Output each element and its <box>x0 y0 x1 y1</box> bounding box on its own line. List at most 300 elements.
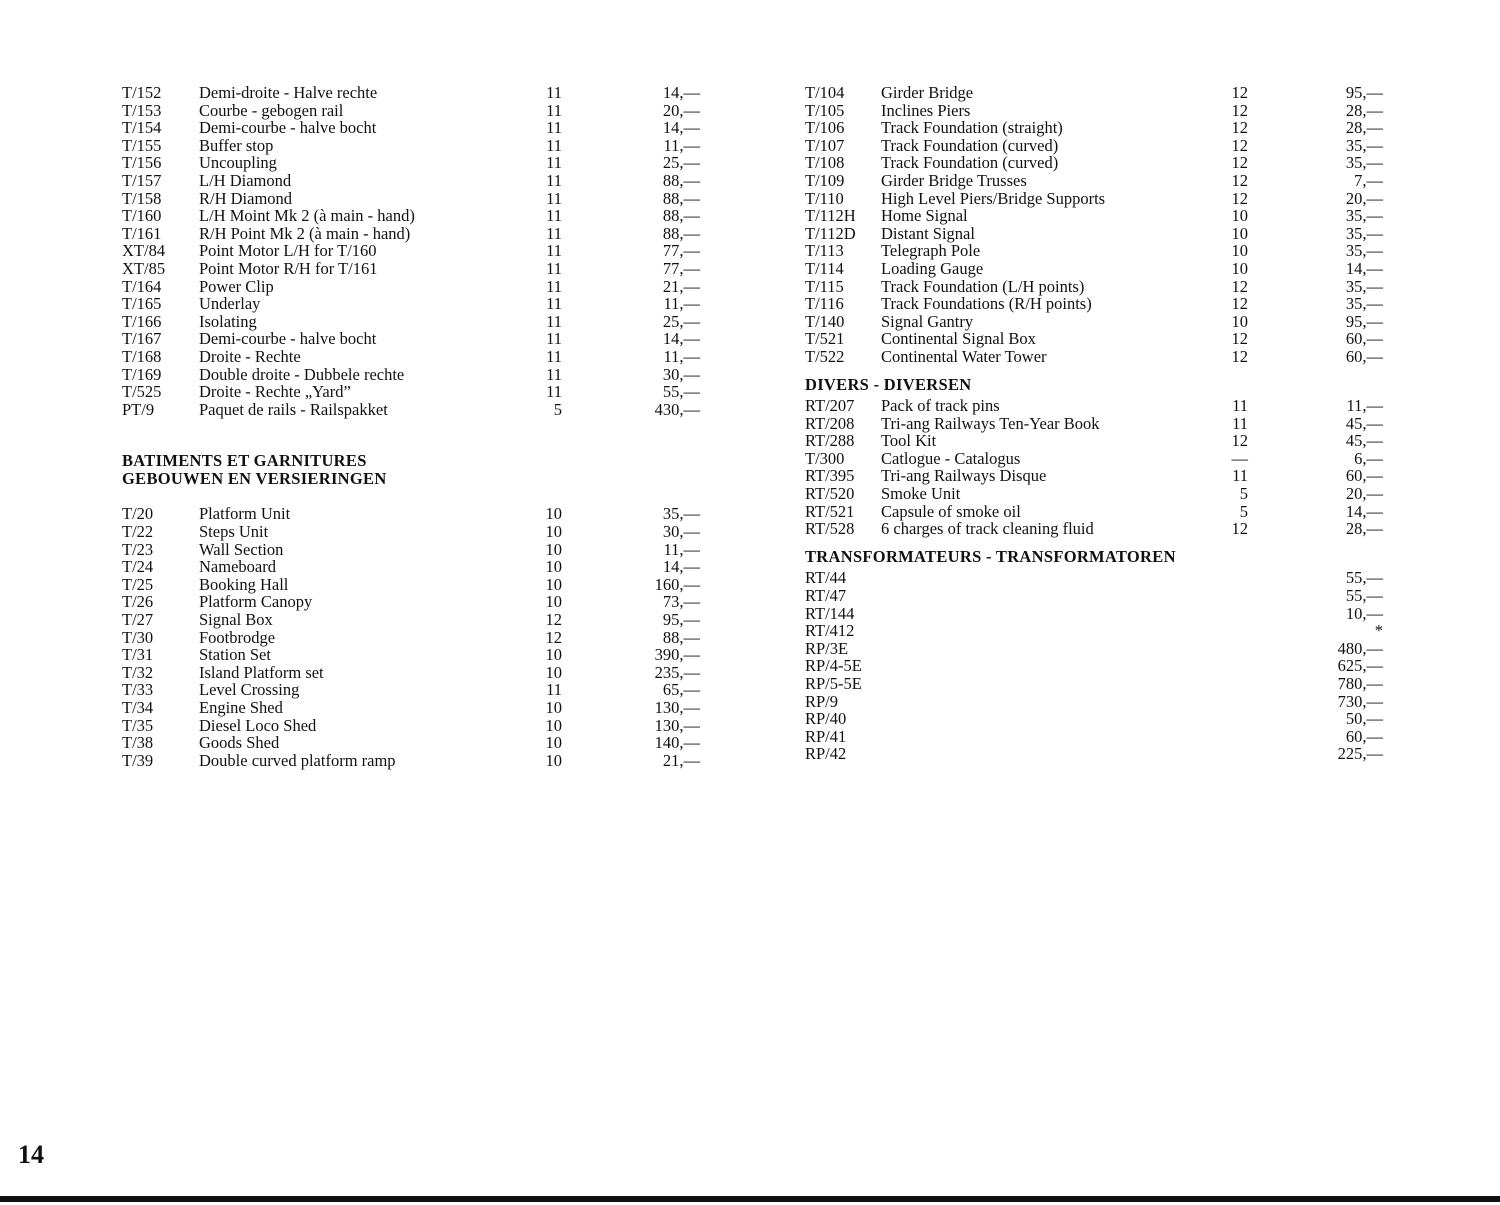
item-code: T/39 <box>122 750 154 770</box>
item-code: T/161 <box>122 223 162 243</box>
list-item <box>122 629 712 647</box>
list-item <box>122 646 712 664</box>
item-code: T/26 <box>122 592 154 612</box>
item-code: RT/207 <box>805 396 855 416</box>
list-item <box>122 348 712 366</box>
list-item <box>122 523 712 541</box>
list-item <box>805 154 1395 172</box>
item-price: 35,— <box>1345 153 1383 173</box>
item-price: 45,— <box>1345 431 1383 451</box>
item-qty: 10 <box>545 592 562 612</box>
item-desc: Diesel Loco Shed <box>199 715 317 735</box>
item-code: T/23 <box>122 539 154 559</box>
item-code: T/105 <box>805 100 845 120</box>
list-item <box>122 119 712 137</box>
item-code: T/27 <box>122 610 154 630</box>
item-qty: 12 <box>1231 153 1248 173</box>
item-code: T/106 <box>805 118 845 138</box>
list-item <box>122 734 712 752</box>
list-item <box>122 154 712 172</box>
item-code: T/22 <box>122 522 154 542</box>
item-code: T/300 <box>805 448 845 468</box>
item-code: T/164 <box>122 276 162 296</box>
list-item <box>805 313 1395 331</box>
item-price: 55,— <box>1345 568 1383 588</box>
item-code: T/109 <box>805 170 845 190</box>
list-item <box>122 137 712 155</box>
divers-list <box>805 397 1395 538</box>
item-desc: Tri-ang Railways Disque <box>881 466 1047 486</box>
item-price: 20,— <box>1345 188 1383 208</box>
item-qty: 10 <box>545 733 562 753</box>
item-code: T/169 <box>122 364 162 384</box>
item-price: 21,— <box>662 750 700 770</box>
list-item <box>122 84 712 102</box>
item-price: 20,— <box>662 100 700 120</box>
transformers-heading: TRANSFORMATEURS - TRANSFORMATOREN <box>805 546 1176 566</box>
item-price: 480,— <box>1337 638 1383 658</box>
buildings-heading-line-2: GEBOUWEN EN VERSIERINGEN <box>122 468 387 488</box>
item-price: 14,— <box>662 83 700 102</box>
item-price: 28,— <box>1345 118 1383 138</box>
list-item <box>805 728 1395 746</box>
item-code: T/110 <box>805 188 844 208</box>
buildings-heading-line-1: BATIMENTS ET GARNITURES <box>122 451 367 471</box>
item-price: 55,— <box>1345 586 1383 606</box>
item-qty: 11 <box>546 382 562 402</box>
list-item <box>805 503 1395 521</box>
item-desc: Track Foundation (L/H points) <box>881 276 1085 296</box>
list-item <box>805 190 1395 208</box>
item-code: T/34 <box>122 698 154 717</box>
list-item <box>805 657 1395 675</box>
item-desc: Power Clip <box>199 276 274 296</box>
item-desc: Courbe - gebogen rail <box>199 100 344 120</box>
item-qty: 10 <box>545 574 562 594</box>
item-desc: Track Foundations (R/H points) <box>881 294 1092 314</box>
item-price: 35,— <box>1345 241 1383 261</box>
list-item <box>122 664 712 682</box>
item-code: T/158 <box>122 188 162 208</box>
item-code: RP/40 <box>805 709 847 729</box>
item-code: RT/412 <box>805 621 855 641</box>
item-code: T/104 <box>805 83 845 102</box>
item-desc: Home Signal <box>881 206 968 226</box>
item-desc: Wall Section <box>199 539 284 559</box>
item-price: 390,— <box>654 645 700 665</box>
item-price: 730,— <box>1337 691 1383 711</box>
item-code: RT/520 <box>805 484 855 504</box>
item-code: RT/288 <box>805 431 855 451</box>
item-code: RT/47 <box>805 586 847 606</box>
item-code: T/154 <box>122 118 162 138</box>
item-desc: Engine Shed <box>199 698 283 717</box>
item-desc: Platform Canopy <box>199 592 313 612</box>
item-desc: Platform Unit <box>199 504 291 524</box>
item-code: T/522 <box>805 346 845 366</box>
list-item <box>805 605 1395 623</box>
item-price: 35,— <box>1345 276 1383 296</box>
list-item <box>805 330 1395 348</box>
item-price: 625,— <box>1337 656 1383 676</box>
item-qty: 10 <box>545 698 562 717</box>
item-price: 7,— <box>1354 170 1383 190</box>
track-parts-list <box>122 84 712 418</box>
item-desc: L/H Moint Mk 2 (à main - hand) <box>199 206 415 226</box>
item-price: 21,— <box>662 276 700 296</box>
item-desc: Pack of track pins <box>881 396 1000 416</box>
item-desc: Double curved platform ramp <box>199 750 396 770</box>
item-code: T/168 <box>122 346 162 366</box>
list-item <box>122 207 712 225</box>
list-item <box>122 541 712 559</box>
item-qty: 12 <box>1231 100 1248 120</box>
item-qty: 12 <box>545 627 562 647</box>
item-qty: 12 <box>545 610 562 630</box>
item-price: 14,— <box>1345 258 1383 278</box>
item-qty: 5 <box>1239 501 1248 521</box>
item-price: 35,— <box>662 504 700 524</box>
item-code: T/30 <box>122 627 154 647</box>
item-desc: Continental Water Tower <box>881 346 1047 366</box>
item-desc: Island Platform set <box>199 662 324 682</box>
item-code: T/525 <box>122 382 162 402</box>
item-price: 88,— <box>662 627 700 647</box>
list-item <box>805 485 1395 503</box>
item-qty: 5 <box>1239 484 1248 504</box>
item-code: T/108 <box>805 153 845 173</box>
item-qty: 10 <box>1231 206 1248 226</box>
list-item <box>805 137 1395 155</box>
item-qty: 11 <box>546 241 562 261</box>
item-qty: 11 <box>546 223 562 243</box>
item-price: 130,— <box>654 698 700 717</box>
item-desc: Tri-ang Railways Ten-Year Book <box>881 413 1100 433</box>
divers-heading: DIVERS - DIVERSEN <box>805 374 972 394</box>
item-desc: Track Foundation (curved) <box>881 135 1059 155</box>
item-code: T/112H <box>805 206 856 226</box>
list-item <box>122 611 712 629</box>
list-item <box>805 207 1395 225</box>
item-code: T/31 <box>122 645 154 665</box>
item-qty: 10 <box>545 557 562 577</box>
item-qty: 10 <box>545 504 562 524</box>
item-code: T/167 <box>122 329 162 349</box>
item-qty: 10 <box>545 662 562 682</box>
item-code: T/165 <box>122 294 162 314</box>
list-item <box>805 569 1395 587</box>
item-desc: Level Crossing <box>199 680 300 700</box>
item-desc: Signal Gantry <box>881 311 974 331</box>
list-item <box>805 432 1395 450</box>
item-price: 35,— <box>1345 135 1383 155</box>
item-code: T/157 <box>122 170 162 190</box>
item-code: T/33 <box>122 680 154 700</box>
item-desc: Inclines Piers <box>881 100 971 120</box>
item-price: 95,— <box>1345 83 1383 102</box>
list-item <box>805 102 1395 120</box>
item-price: 430,— <box>654 399 700 419</box>
item-qty: 12 <box>1231 83 1248 102</box>
item-qty: 12 <box>1231 431 1248 451</box>
list-item <box>805 278 1395 296</box>
item-qty: 10 <box>545 715 562 735</box>
list-item <box>122 505 712 523</box>
list-item <box>122 330 712 348</box>
item-qty: 12 <box>1231 118 1248 138</box>
item-desc: Distant Signal <box>881 223 975 243</box>
item-desc: Double droite - Dubbele rechte <box>199 364 405 384</box>
list-item <box>122 593 712 611</box>
item-qty: 11 <box>1232 466 1248 486</box>
item-qty: 10 <box>545 522 562 542</box>
item-qty: 11 <box>1232 396 1248 416</box>
item-desc: R/H Diamond <box>199 188 293 208</box>
item-desc: Booking Hall <box>199 574 289 594</box>
item-desc: Girder Bridge <box>881 83 974 102</box>
item-price: 14,— <box>1345 501 1383 521</box>
item-qty: 10 <box>545 539 562 559</box>
item-desc: Buffer stop <box>199 135 274 155</box>
list-item <box>805 622 1395 640</box>
item-qty: — <box>1231 448 1248 468</box>
item-code: RP/41 <box>805 726 847 746</box>
list-item <box>122 699 712 717</box>
item-code: T/152 <box>122 83 162 102</box>
item-qty: 12 <box>1231 329 1248 349</box>
right-column <box>805 84 1395 763</box>
item-qty: 10 <box>1231 311 1248 331</box>
accessories-list <box>805 84 1395 366</box>
item-code: T/114 <box>805 258 844 278</box>
item-price: 95,— <box>1345 311 1383 331</box>
item-price: 11,— <box>663 346 700 366</box>
item-price: 60,— <box>1345 329 1383 349</box>
item-qty: 11 <box>546 346 562 366</box>
list-item <box>805 450 1395 468</box>
item-qty: 10 <box>1231 241 1248 261</box>
item-price: 95,— <box>662 610 700 630</box>
item-price: 30,— <box>662 364 700 384</box>
item-code: RP/4-5E <box>805 656 862 676</box>
item-code: T/155 <box>122 135 162 155</box>
item-desc: Demi-courbe - halve bocht <box>199 118 377 138</box>
item-desc: Telegraph Pole <box>881 241 981 261</box>
item-code: RT/44 <box>805 568 847 588</box>
item-qty: 11 <box>546 83 562 102</box>
item-desc: High Level Piers/Bridge Supports <box>881 188 1106 208</box>
item-desc: Underlay <box>199 294 261 314</box>
item-desc: Tool Kit <box>881 431 937 451</box>
item-price: * <box>1374 621 1383 641</box>
item-price: 11,— <box>663 294 700 314</box>
item-price: 140,— <box>654 733 700 753</box>
list-item <box>805 348 1395 366</box>
list-item <box>122 278 712 296</box>
list-item <box>122 717 712 735</box>
list-item <box>805 225 1395 243</box>
item-desc: Footbrodge <box>199 627 276 647</box>
item-code: RP/42 <box>805 744 847 764</box>
list-item <box>122 752 712 770</box>
item-qty: 11 <box>546 276 562 296</box>
item-code: T/25 <box>122 574 154 594</box>
list-item <box>805 745 1395 763</box>
item-code: T/521 <box>805 329 845 349</box>
item-desc: Smoke Unit <box>881 484 961 504</box>
item-desc: Girder Bridge Trusses <box>881 170 1027 190</box>
item-price: 14,— <box>662 329 700 349</box>
item-code: T/153 <box>122 100 162 120</box>
item-qty: 12 <box>1231 346 1248 366</box>
item-desc: Isolating <box>199 311 257 331</box>
list-item <box>122 681 712 699</box>
item-qty: 10 <box>545 645 562 665</box>
item-qty: 10 <box>1231 223 1248 243</box>
item-price: 225,— <box>1337 744 1383 764</box>
item-price: 11,— <box>663 539 700 559</box>
item-code: T/116 <box>805 294 844 314</box>
list-item <box>805 675 1395 693</box>
item-qty: 11 <box>546 135 562 155</box>
item-price: 780,— <box>1337 674 1383 693</box>
item-desc: Loading Gauge <box>881 258 984 278</box>
item-price: 60,— <box>1345 346 1383 366</box>
list-item <box>805 467 1395 485</box>
item-price: 130,— <box>654 715 700 735</box>
list-item <box>122 172 712 190</box>
list-item <box>805 415 1395 433</box>
item-desc: Track Foundation (curved) <box>881 153 1059 173</box>
item-code: RT/208 <box>805 413 855 433</box>
item-desc: Signal Box <box>199 610 273 630</box>
item-code: T/113 <box>805 241 844 261</box>
item-code: T/112D <box>805 223 856 243</box>
item-code: RP/3E <box>805 638 849 658</box>
list-item <box>122 260 712 278</box>
item-qty: 11 <box>546 100 562 120</box>
item-price: 14,— <box>662 557 700 577</box>
list-item <box>122 313 712 331</box>
item-qty: 12 <box>1231 170 1248 190</box>
item-price: 50,— <box>1345 709 1383 729</box>
item-code: T/115 <box>805 276 844 296</box>
item-qty: 10 <box>1231 258 1248 278</box>
list-item <box>122 576 712 594</box>
item-price: 88,— <box>662 188 700 208</box>
item-qty: 11 <box>546 188 562 208</box>
item-code: T/38 <box>122 733 154 753</box>
item-desc: Capsule of smoke oil <box>881 501 1021 521</box>
item-code: RT/528 <box>805 519 855 539</box>
item-code: T/32 <box>122 662 154 682</box>
buildings-heading <box>122 452 712 487</box>
item-price: 88,— <box>662 223 700 243</box>
list-item <box>805 295 1395 313</box>
list-item <box>805 119 1395 137</box>
item-desc: Point Motor R/H for T/161 <box>199 258 378 278</box>
item-desc: Catlogue - Catalogus <box>881 448 1021 468</box>
item-desc: R/H Point Mk 2 (à main - hand) <box>199 223 411 243</box>
item-price: 6,— <box>1354 448 1383 468</box>
item-code: T/24 <box>122 557 154 577</box>
item-desc: Demi-courbe - halve bocht <box>199 329 377 349</box>
item-qty: 12 <box>1231 135 1248 155</box>
item-qty: 11 <box>1232 413 1248 433</box>
list-item <box>805 84 1395 102</box>
item-qty: 12 <box>1231 276 1248 296</box>
item-code: T/156 <box>122 153 162 173</box>
list-item <box>805 710 1395 728</box>
item-price: 10,— <box>1345 603 1383 623</box>
item-price: 11,— <box>1346 396 1383 416</box>
item-code: RT/521 <box>805 501 855 521</box>
list-item <box>122 295 712 313</box>
item-code: PT/9 <box>122 399 155 419</box>
item-price: 35,— <box>1345 206 1383 226</box>
item-qty: 11 <box>546 170 562 190</box>
list-item <box>122 366 712 384</box>
item-price: 55,— <box>662 382 700 402</box>
item-price: 77,— <box>662 258 700 278</box>
list-item <box>122 383 712 401</box>
item-code: T/140 <box>805 311 845 331</box>
item-qty: 11 <box>546 118 562 138</box>
item-desc: Steps Unit <box>199 522 269 542</box>
item-qty: 12 <box>1231 519 1248 539</box>
item-desc: Demi-droite - Halve rechte <box>199 83 378 102</box>
item-desc: Goods Shed <box>199 733 280 753</box>
list-item <box>122 190 712 208</box>
item-code: T/20 <box>122 504 154 524</box>
list-item <box>805 172 1395 190</box>
item-qty: 5 <box>553 399 562 419</box>
item-code: XT/84 <box>122 241 166 261</box>
item-code: T/35 <box>122 715 154 735</box>
list-item <box>805 242 1395 260</box>
item-desc: Droite - Rechte <box>199 346 301 366</box>
item-qty: 12 <box>1231 188 1248 208</box>
item-price: 25,— <box>662 311 700 331</box>
list-item <box>122 242 712 260</box>
item-price: 88,— <box>662 170 700 190</box>
item-price: 60,— <box>1345 726 1383 746</box>
list-item <box>805 260 1395 278</box>
item-price: 14,— <box>662 118 700 138</box>
list-item <box>805 640 1395 658</box>
item-qty: 11 <box>546 294 562 314</box>
item-price: 25,— <box>662 153 700 173</box>
item-price: 160,— <box>654 574 700 594</box>
buildings-list <box>122 505 712 769</box>
item-code: T/107 <box>805 135 845 155</box>
list-item <box>805 520 1395 538</box>
list-item <box>122 102 712 120</box>
item-price: 28,— <box>1345 100 1383 120</box>
item-desc: Point Motor L/H for T/160 <box>199 241 377 261</box>
item-qty: 11 <box>546 329 562 349</box>
item-qty: 11 <box>546 364 562 384</box>
item-code: T/160 <box>122 206 162 226</box>
item-desc: Station Set <box>199 645 271 665</box>
item-price: 60,— <box>1345 466 1383 486</box>
item-price: 30,— <box>662 522 700 542</box>
bottom-rule <box>0 1196 1500 1202</box>
list-item <box>122 558 712 576</box>
list-item <box>805 587 1395 605</box>
item-price: 20,— <box>1345 484 1383 504</box>
item-desc: Uncoupling <box>199 153 277 173</box>
